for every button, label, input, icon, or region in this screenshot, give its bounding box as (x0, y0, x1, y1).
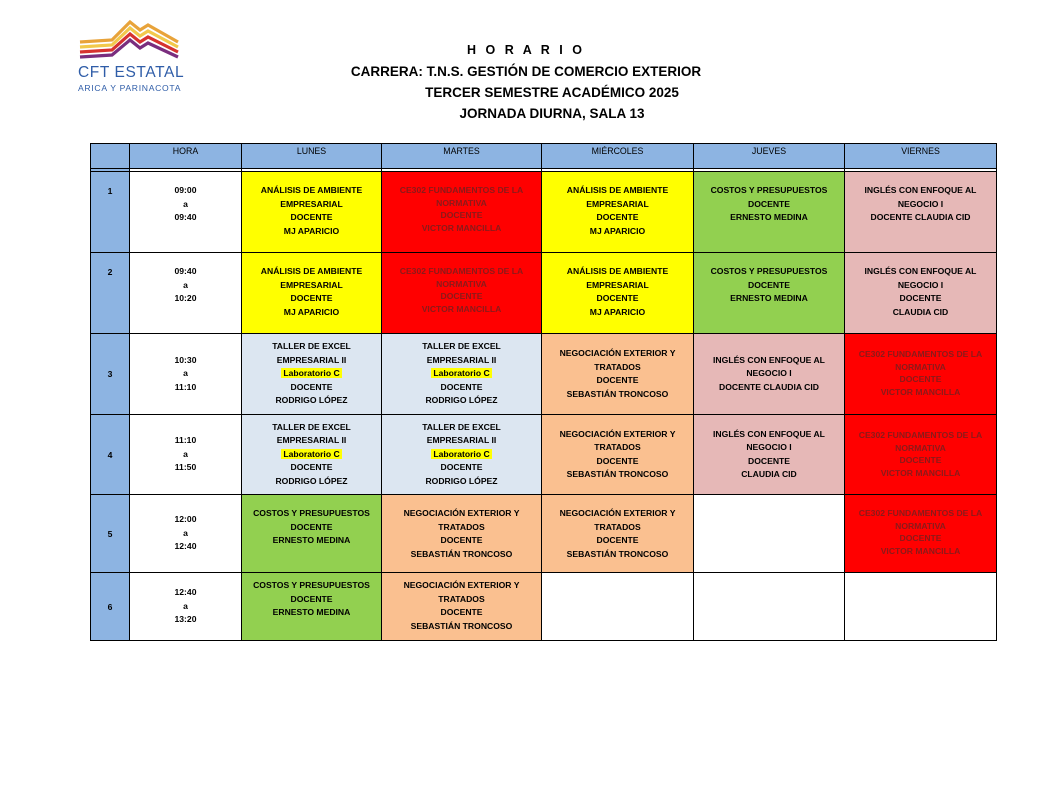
class-line: EMPRESARIAL II (276, 435, 347, 446)
class-cell-miercoles (542, 415, 694, 495)
schedule-body (91, 169, 997, 641)
class-line: INGLÉS CON ENFOQUE AL (864, 185, 977, 195)
class-line: TRATADOS (594, 361, 641, 372)
class-line (242, 448, 381, 462)
class-line: MJ APARICIO (283, 306, 340, 317)
class-line: INGLÉS CON ENFOQUE AL (713, 354, 825, 365)
class-line: SEBASTIÁN TRONCOSO (566, 469, 669, 479)
class-line: RODRIGO LÓPEZ (425, 395, 498, 406)
time-cell (130, 172, 242, 253)
class-cell-martes (382, 573, 542, 641)
class-line: VICTOR MANCILLA (421, 222, 502, 233)
time-cell (130, 253, 242, 334)
class-line: DOCENTE (596, 375, 639, 385)
class-line: ERNESTO MEDINA (730, 293, 808, 303)
class-line: DOCENTE (440, 607, 483, 617)
class-line: COSTOS Y PRESUPUESTOS (710, 266, 828, 276)
class-line: DOCENTE (596, 293, 639, 303)
time-line: 09:00 (174, 185, 197, 195)
class-line: DOCENTE CLAUDIA CID (870, 212, 971, 222)
period-number: 3 (91, 334, 130, 415)
class-cell-jueves (694, 415, 845, 495)
class-cell-martes (382, 172, 542, 253)
class-cell-viernes (845, 253, 997, 334)
class-line: SEBASTIÁN TRONCOSO (566, 388, 669, 399)
class-line: MJ APARICIO (589, 306, 646, 317)
class-line: NEGOCIO I (746, 368, 792, 379)
logo-subtitle: ARICA Y PARINACOTA (78, 83, 182, 93)
class-cell-viernes (845, 415, 997, 495)
class-line: DOCENTE CLAUDIA CID (719, 381, 819, 392)
table-row (91, 172, 997, 253)
class-cell-jueves (694, 334, 845, 415)
time-cell (130, 573, 242, 641)
class-cell-lunes (242, 253, 382, 334)
table-row (91, 415, 997, 495)
class-cell-jueves (694, 172, 845, 253)
class-line: TRATADOS (438, 593, 485, 604)
class-line: DOCENTE (290, 593, 333, 604)
class-line: TALLER DE EXCEL (272, 341, 351, 352)
class-line: CE302 FUNDAMENTOS DE LA (858, 508, 983, 518)
class-line: EMPRESARIAL (280, 198, 343, 209)
time-line: 09:40 (174, 266, 197, 276)
class-line: DOCENTE (440, 210, 483, 220)
class-line: TALLER DE EXCEL (422, 341, 501, 352)
class-line: ANÁLISIS DE AMBIENTE (566, 266, 669, 276)
class-line: COSTOS Y PRESUPUESTOS (253, 580, 370, 590)
time-line: a (183, 279, 188, 290)
room-highlight: Laboratorio C (433, 368, 490, 379)
time-line: 11:10 (174, 435, 197, 446)
class-line: DOCENTE (899, 374, 942, 384)
header-cell-num (91, 144, 130, 169)
header-cell-viernes: VIERNES (845, 144, 997, 169)
class-line: TALLER DE EXCEL (272, 421, 351, 432)
period-number: 5 (91, 495, 130, 573)
class-line: DOCENTE (899, 533, 942, 543)
class-line: NEGOCIACIÓN EXTERIOR Y (559, 428, 676, 439)
class-line: ANÁLISIS DE AMBIENTE (260, 185, 363, 195)
class-line: COSTOS Y PRESUPUESTOS (710, 185, 828, 195)
class-line: DOCENTE (899, 455, 942, 465)
class-line (382, 448, 541, 462)
time-line: 10:30 (174, 354, 197, 365)
class-line: CLAUDIA CID (741, 469, 797, 479)
class-line: SEBASTIÁN TRONCOSO (566, 548, 669, 559)
class-line: EMPRESARIAL II (276, 354, 347, 365)
class-cell-viernes (845, 573, 997, 641)
room-highlight: Laboratorio C (283, 368, 340, 379)
class-line: NEGOCIO I (897, 279, 944, 290)
class-cell-viernes (845, 495, 997, 573)
class-line: COSTOS Y PRESUPUESTOS (253, 508, 370, 518)
class-line: NEGOCIACIÓN EXTERIOR Y (559, 508, 676, 518)
class-line: ANÁLISIS DE AMBIENTE (260, 266, 363, 276)
class-cell-miercoles (542, 495, 694, 573)
class-line: ERNESTO MEDINA (272, 535, 351, 545)
class-cell-miercoles (542, 334, 694, 415)
class-line: NORMATIVA (436, 278, 487, 289)
class-line: DOCENTE (747, 455, 791, 466)
time-cell (130, 334, 242, 415)
heading-session: JORNADA DIURNA, SALA 13 (459, 106, 645, 121)
schedule-table (90, 143, 997, 641)
class-line: DOCENTE (899, 293, 942, 303)
time-line: 09:40 (174, 212, 197, 222)
logo-name: CFT ESTATAL (78, 64, 185, 81)
table-row (91, 253, 997, 334)
header-cell-jueves: JUEVES (694, 144, 845, 169)
class-line: DOCENTE (290, 212, 333, 222)
class-line: CE302 FUNDAMENTOS DE LA (858, 430, 983, 440)
period-number: 2 (91, 253, 130, 334)
period-number: 6 (91, 573, 130, 641)
class-line: DOCENTE (290, 381, 333, 392)
class-line: ERNESTO MEDINA (272, 607, 351, 617)
class-cell-miercoles (542, 253, 694, 334)
class-line: EMPRESARIAL II (426, 354, 497, 365)
class-line: DOCENTE (290, 293, 333, 303)
room-highlight: Laboratorio C (283, 448, 340, 459)
class-line: CLAUDIA CID (892, 306, 949, 317)
class-cell-martes (382, 253, 542, 334)
class-cell-jueves (694, 253, 845, 334)
class-line: RODRIGO LÓPEZ (275, 475, 348, 486)
class-cell-viernes (845, 334, 997, 415)
class-cell-lunes (242, 573, 382, 641)
class-cell-jueves (694, 573, 845, 641)
class-cell-lunes (242, 495, 382, 573)
class-line: NEGOCIACIÓN EXTERIOR Y (559, 348, 676, 358)
class-line: DOCENTE (440, 462, 483, 473)
class-line: EMPRESARIAL (586, 279, 649, 290)
class-line: NEGOCIO I (897, 198, 944, 209)
time-line: a (183, 368, 188, 379)
class-line: EMPRESARIAL (280, 279, 343, 290)
time-line: a (183, 600, 188, 611)
class-cell-martes (382, 495, 542, 573)
class-line: SEBASTIÁN TRONCOSO (410, 548, 513, 559)
class-cell-lunes (242, 415, 382, 495)
time-line: 12:40 (174, 541, 197, 552)
class-line: INGLÉS CON ENFOQUE AL (864, 266, 977, 276)
time-line: 11:10 (174, 381, 197, 392)
time-cell (130, 415, 242, 495)
class-line: NORMATIVA (895, 361, 946, 372)
class-cell-lunes (242, 172, 382, 253)
class-line: VICTOR MANCILLA (421, 303, 502, 314)
time-line: a (183, 527, 188, 538)
period-number: 4 (91, 415, 130, 495)
header-cell-miercoles: MIÉRCOLES (542, 144, 694, 169)
time-cell (130, 495, 242, 573)
class-line: NORMATIVA (436, 197, 487, 208)
heading-title: H O R A R I O (467, 43, 585, 57)
header-cell-lunes: LUNES (242, 144, 382, 169)
class-line: CE302 FUNDAMENTOS DE LA (399, 185, 524, 195)
class-line: TRATADOS (438, 521, 485, 532)
class-line: ERNESTO MEDINA (730, 212, 808, 222)
heading-career: CARRERA: T.N.S. GESTIÓN DE COMERCIO EXTERIOR (350, 64, 702, 79)
class-line: DOCENTE (596, 455, 639, 466)
class-line: CE302 FUNDAMENTOS DE LA (399, 266, 524, 276)
time-line: 13:20 (174, 614, 197, 625)
class-line: DOCENTE (440, 381, 483, 392)
class-line: DOCENTE (440, 535, 483, 545)
class-line (382, 367, 541, 381)
time-line: a (183, 448, 188, 459)
class-line: DOCENTE (290, 462, 333, 473)
class-line: CE302 FUNDAMENTOS DE LA (858, 349, 983, 359)
time-line: a (183, 198, 188, 209)
class-line: NEGOCIO I (746, 442, 792, 452)
class-line: ANÁLISIS DE AMBIENTE (566, 185, 669, 195)
class-line: DOCENTE (596, 535, 639, 545)
class-line: SEBASTIÁN TRONCOSO (410, 620, 513, 631)
class-line (242, 367, 381, 381)
header-row (91, 144, 997, 169)
class-line: DOCENTE (747, 198, 791, 209)
class-line: DOCENTE (747, 279, 791, 290)
class-line: TRATADOS (594, 442, 641, 452)
header-cell-martes: MARTES (382, 144, 542, 169)
class-line: MJ APARICIO (589, 225, 646, 236)
class-line: NEGOCIACIÓN EXTERIOR Y (403, 580, 520, 590)
class-line: NORMATIVA (895, 520, 946, 531)
class-line: INGLÉS CON ENFOQUE AL (713, 428, 825, 439)
table-row (91, 334, 997, 415)
class-line: RODRIGO LÓPEZ (425, 475, 498, 486)
class-cell-martes (382, 334, 542, 415)
table-row (91, 573, 997, 641)
class-line: TALLER DE EXCEL (422, 421, 501, 432)
time-line: 11:50 (174, 462, 197, 473)
room-highlight: Laboratorio C (433, 448, 490, 459)
header-cell-hora: HORA (130, 144, 242, 169)
time-line: 12:00 (174, 514, 197, 525)
class-line: VICTOR MANCILLA (880, 386, 961, 397)
class-cell-miercoles (542, 573, 694, 641)
class-cell-miercoles (542, 172, 694, 253)
class-line: DOCENTE (596, 212, 639, 222)
class-line: DOCENTE (290, 521, 333, 532)
class-line: RODRIGO LÓPEZ (275, 395, 348, 406)
document-heading (0, 40, 1052, 124)
class-line: DOCENTE (440, 291, 483, 301)
class-cell-viernes (845, 172, 997, 253)
period-number: 1 (91, 172, 130, 253)
class-cell-martes (382, 415, 542, 495)
heading-semester: TERCER SEMESTRE ACADÉMICO 2025 (425, 85, 679, 100)
class-line: VICTOR MANCILLA (880, 545, 961, 556)
class-line: VICTOR MANCILLA (880, 467, 961, 478)
class-line: EMPRESARIAL (586, 198, 649, 209)
time-line: 12:40 (174, 587, 197, 598)
class-cell-lunes (242, 334, 382, 415)
class-line: EMPRESARIAL II (426, 435, 497, 446)
class-line: TRATADOS (594, 521, 641, 532)
time-line: 10:20 (174, 293, 197, 303)
table-row (91, 495, 997, 573)
class-cell-jueves (694, 495, 845, 573)
class-line: NEGOCIACIÓN EXTERIOR Y (403, 508, 520, 518)
class-line: MJ APARICIO (283, 225, 340, 236)
class-line: NORMATIVA (895, 442, 946, 453)
